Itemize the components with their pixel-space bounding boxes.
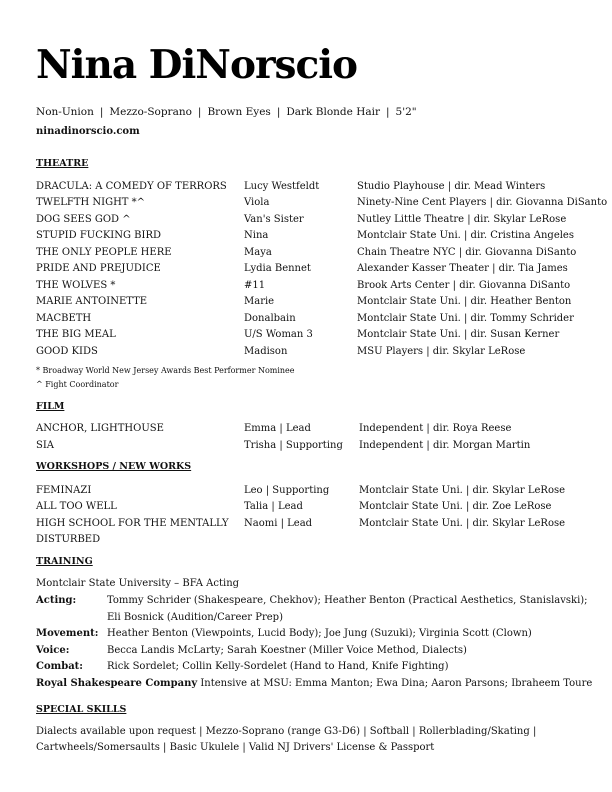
section-heading-special-skills: SPECIAL SKILLS xyxy=(36,704,127,715)
credit-venue: Brook Arts Center | dir. Giovanna DiSanto xyxy=(357,280,571,291)
section-heading-workshops: WORKSHOPS / NEW WORKS xyxy=(36,461,192,472)
credit-venue: Independent | dir. Roya Reese xyxy=(359,423,512,434)
credit-venue: Montclair State Uni. | dir. Zoe LeRose xyxy=(359,501,552,512)
credit-role: Naomi | Lead xyxy=(244,518,313,529)
credit-venue: Studio Playhouse | dir. Mead Winters xyxy=(357,181,546,192)
credit-role: Madison xyxy=(244,346,288,357)
credit-role: Nina xyxy=(244,230,269,241)
credit-title: TWELFTH NIGHT *^ xyxy=(36,197,146,208)
credit-venue: Montclair State Uni. | dir. Skylar LeRose xyxy=(359,485,566,496)
credit-title: HIGH SCHOOL FOR THE MENTALLY xyxy=(36,518,229,529)
credit-role: Maya xyxy=(244,247,272,258)
credit-venue: Ninety-Nine Cent Players | dir. Giovanna DiSanto xyxy=(357,197,608,208)
union-status: Non-Union xyxy=(36,106,94,118)
training-acting-teachers: Tommy Schrider (Shakespeare, Chekhov); Heather Benton (Practical Aesthetics, Stanislavski); xyxy=(107,595,588,606)
credit-role: Leo | Supporting xyxy=(244,485,330,496)
special-skills-line-2: Cartwheels/Somersaults | Basic Ukulele | Valid NJ Drivers' License & Passport xyxy=(36,742,435,753)
credit-role: Van's Sister xyxy=(244,214,304,225)
training-combat-teachers: Rick Sordelet; Collin Kelly-Sordelet (Hand to Hand, Knife Fighting) xyxy=(107,661,449,672)
credit-title: MACBETH xyxy=(36,313,92,324)
credit-title-continuation: DISTURBED xyxy=(36,534,101,545)
credit-role: #11 xyxy=(244,280,266,291)
separator: | xyxy=(197,106,202,118)
training-label-voice: Voice: xyxy=(36,645,70,656)
credit-venue: Chain Theatre NYC | dir. Giovanna DiSanto xyxy=(357,247,577,258)
credit-title: MARIE ANTOINETTE xyxy=(36,296,148,307)
credit-role: U/S Woman 3 xyxy=(244,329,313,340)
height: 5'2" xyxy=(395,106,417,118)
credit-title: DRACULA: A COMEDY OF TERRORS xyxy=(36,181,227,192)
credit-title: PRIDE AND PREJUDICE xyxy=(36,263,161,274)
credit-venue: Montclair State Uni. | dir. Tommy Schrider xyxy=(357,313,574,324)
credit-venue: Montclair State Uni. | dir. Susan Kerner xyxy=(357,329,560,340)
credit-role: Viola xyxy=(244,197,270,208)
credit-title: SIA xyxy=(36,440,55,451)
hair-color: Dark Blonde Hair xyxy=(286,106,380,118)
credit-role: Lydia Bennet xyxy=(244,263,311,274)
section-heading-theatre: THEATRE xyxy=(36,158,89,169)
credit-role: Talia | Lead xyxy=(244,501,303,512)
credit-venue: Montclair State Uni. | dir. Skylar LeRose xyxy=(359,518,566,529)
section-heading-film: FILM xyxy=(36,401,65,412)
credit-title: DOG SEES GOD ^ xyxy=(36,214,131,225)
credit-title: THE ONLY PEOPLE HERE xyxy=(36,247,172,258)
training-school: Montclair State University – BFA Acting xyxy=(36,578,240,589)
credit-venue: MSU Players | dir. Skylar LeRose xyxy=(357,346,526,357)
credit-venue: Independent | dir. Morgan Martin xyxy=(359,440,531,451)
training-rsc: Royal Shakespeare Company Intensive at MSU: Emma Manton; Ewa Dina; Aaron Parsons; Ibraheem Toure xyxy=(36,678,593,689)
credit-title: GOOD KIDS xyxy=(36,346,98,357)
credit-title: THE BIG MEAL xyxy=(36,329,116,340)
separator: | xyxy=(99,106,104,118)
training-acting-teachers-cont: Eli Bosnick (Audition/Career Prep) xyxy=(107,612,283,623)
credit-role: Donalbain xyxy=(244,313,296,324)
credit-role: Marie xyxy=(244,296,275,307)
separator: | xyxy=(276,106,281,118)
credit-role: Emma | Lead xyxy=(244,423,311,434)
training-label-movement: Movement: xyxy=(36,628,99,639)
credit-title: ANCHOR, LIGHTHOUSE xyxy=(36,423,164,434)
credit-venue: Montclair State Uni. | dir. Heather Benton xyxy=(357,296,572,307)
award-note: * Broadway World New Jersey Awards Best Performer Nominee xyxy=(36,366,295,375)
separator: | xyxy=(385,106,390,118)
credit-role: Lucy Westfeldt xyxy=(244,181,320,192)
training-label-acting: Acting: xyxy=(36,595,77,606)
credit-venue: Nutley Little Theatre | dir. Skylar LeRose xyxy=(357,214,567,225)
credit-title: THE WOLVES * xyxy=(36,280,116,291)
fight-coordinator-note: ^ Fight Coordinator xyxy=(36,380,119,389)
voice-type: Mezzo-Soprano xyxy=(109,106,192,118)
special-skills-line-1: Dialects available upon request | Mezzo-Soprano (range G3-D6) | Softball | Rollerblading/Skating | xyxy=(36,726,537,737)
credit-venue: Alexander Kasser Theater | dir. Tia James xyxy=(357,263,568,274)
actor-name: Nina DiNorscio xyxy=(36,42,358,88)
website-link[interactable]: ninadinorscio.com xyxy=(36,126,140,137)
training-voice-teachers: Becca Landis McLarty; Sarah Koestner (Miller Voice Method, Dialects) xyxy=(107,645,467,656)
credit-title: ALL TOO WELL xyxy=(36,501,117,512)
credit-role: Trisha | Supporting xyxy=(244,440,343,451)
credit-venue: Montclair State Uni. | dir. Cristina Angeles xyxy=(357,230,574,241)
training-movement-teachers: Heather Benton (Viewpoints, Lucid Body); Joe Jung (Suzuki); Virginia Scott (Clown) xyxy=(107,628,532,639)
actor-stats xyxy=(36,106,417,118)
eye-color: Brown Eyes xyxy=(207,106,271,118)
section-heading-training: TRAINING xyxy=(36,556,93,567)
credit-title: FEMINAZI xyxy=(36,485,92,496)
credit-title: STUPID FUCKING BIRD xyxy=(36,230,162,241)
training-label-combat: Combat: xyxy=(36,661,83,672)
